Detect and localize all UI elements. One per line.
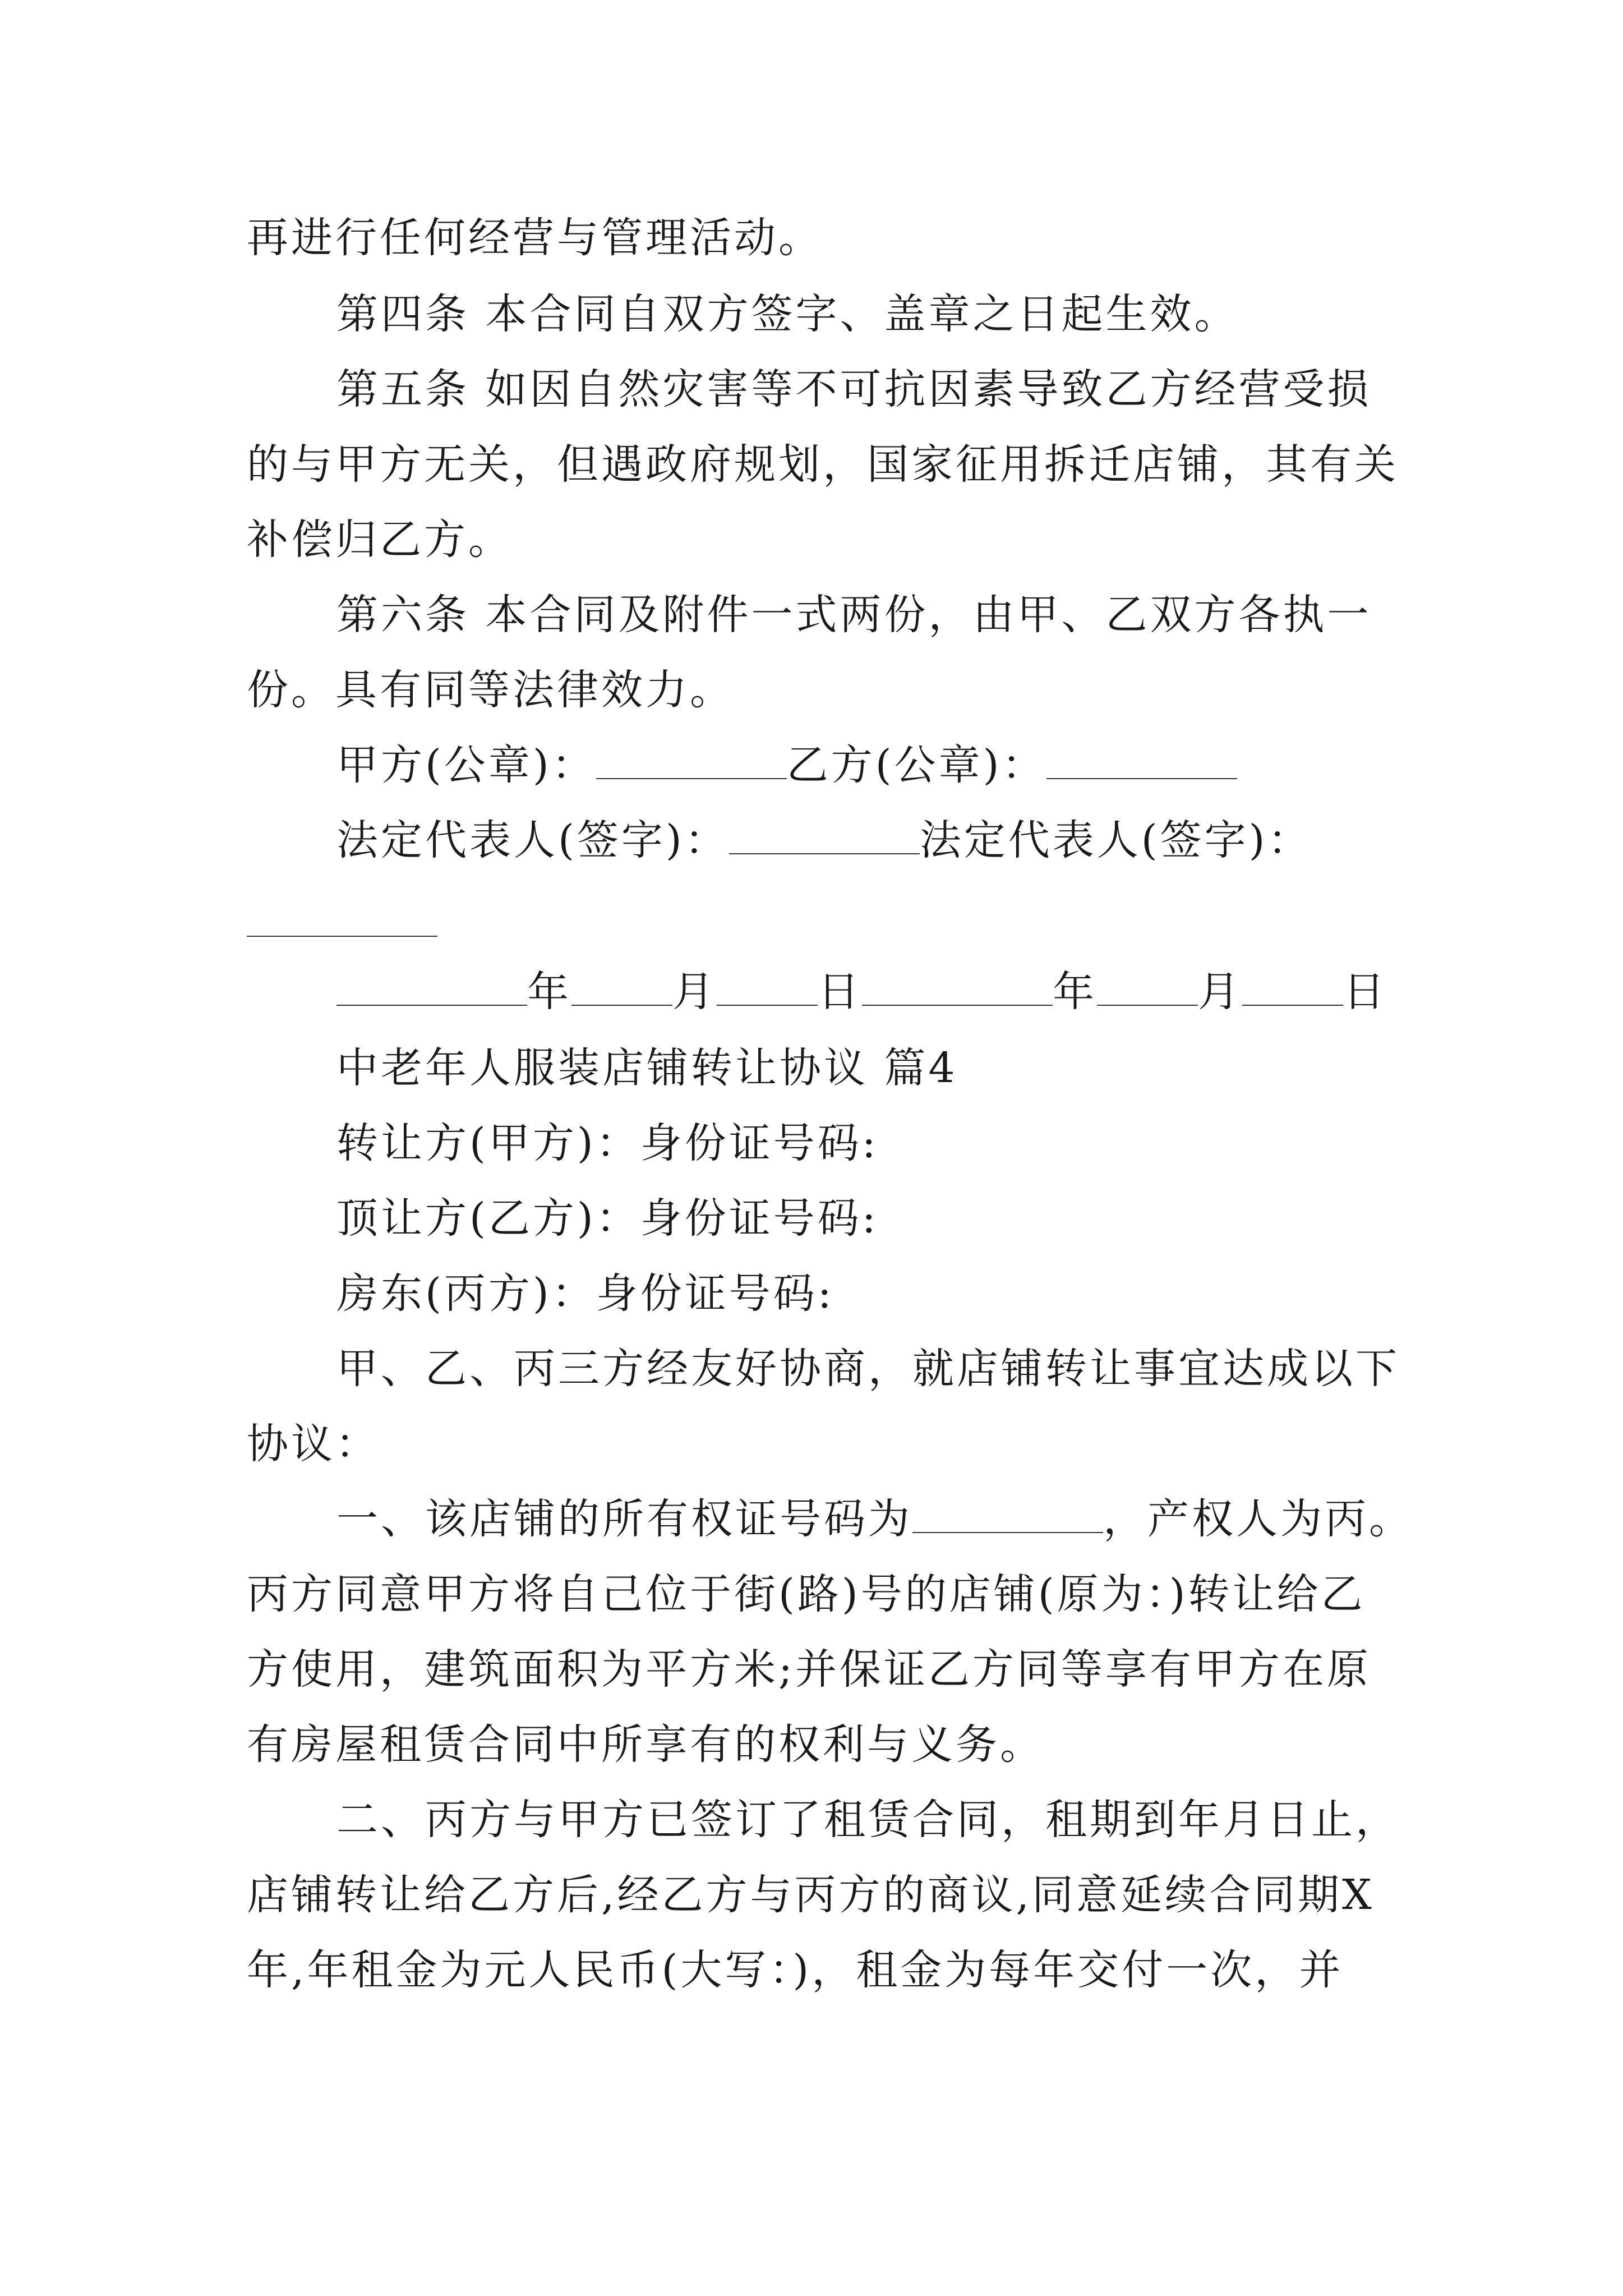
clause-2: 二、丙方与甲方已签订了租赁合同，租期到年月日止， (336, 1796, 1400, 1844)
text-line: 店铺转让给乙方后,经乙方与丙方的商议,同意延续合同期X (247, 1871, 1375, 1919)
seal-line (336, 738, 1237, 792)
article-5: 第五条 如因自然灾害等不可抗因素导致乙方经营受损 (336, 365, 1372, 413)
party-a-seal-label: 甲方(公章)： (336, 741, 596, 789)
month-label: 月 (672, 968, 717, 1016)
article-4: 第四条 本合同自双方签字、盖章之日起生效。 (336, 290, 1239, 338)
year-label: 年 (1053, 968, 1097, 1016)
month-blank (1097, 971, 1198, 1006)
year-blank (336, 971, 527, 1006)
day-label: 日 (1343, 968, 1387, 1016)
day-label: 日 (818, 968, 862, 1016)
party-a-seal-blank (596, 744, 787, 779)
transferor-line: 转让方(甲方)：身份证号码: (336, 1119, 879, 1167)
party-b-seal-label: 乙方(公章)： (786, 741, 1046, 789)
landlord-line: 房东(丙方)：身份证号码: (336, 1269, 834, 1318)
transferee-line: 顶让方(乙方)：身份证号码: (336, 1194, 879, 1243)
text-line: 再进行任何经营与管理活动。 (247, 214, 823, 262)
text-line: 的与甲方无关，但遇政府规划，国家征用拆迁店铺，其有关 (247, 440, 1399, 489)
clause-1 (336, 1492, 1413, 1546)
text-line: 方使用，建筑面积为平方米;并保证乙方同等享有甲方在原 (247, 1645, 1371, 1694)
party-a-signature-blank (729, 820, 920, 854)
article-6: 第六条 本合同及附件一式两份，由甲、乙双方各执一 (336, 591, 1372, 639)
section-title: 中老年人服装店铺转让协议 篇4 (336, 1044, 958, 1092)
party-b-seal-blank (1046, 744, 1237, 779)
party-b-signature-blank (247, 936, 437, 937)
clause-1-text: 一、该店铺的所有权证号码为 (336, 1495, 912, 1543)
clause-1-text-end: ，产权人为丙。 (1103, 1495, 1413, 1543)
party-a-representative-label: 法定代表人(签字)： (336, 816, 729, 864)
text-line: 丙方同意甲方将自己位于街(路)号的店铺(原为：)转让给乙 (247, 1570, 1366, 1618)
month-label: 月 (1198, 968, 1242, 1016)
text-line: 份。具有同等法律效力。 (247, 666, 734, 714)
month-blank (571, 971, 672, 1006)
text-line: 补偿归乙方。 (247, 516, 513, 564)
representative-line (336, 813, 1312, 867)
day-blank (1242, 971, 1343, 1006)
text-line: 协议： (247, 1420, 380, 1468)
date-line (336, 965, 1387, 1019)
certificate-number-blank (912, 1498, 1103, 1533)
text-line: 年,年租金为元人民币(大写：)，租金为每年交付一次，并 (247, 1946, 1344, 1994)
text-line: 有房屋租赁合同中所享有的权利与义务。 (247, 1720, 1044, 1769)
day-blank (717, 971, 818, 1006)
year-label: 年 (527, 968, 571, 1016)
year-blank (862, 971, 1053, 1006)
preamble: 甲、乙、丙三方经友好协商，就店铺转让事宜达成以下 (336, 1345, 1400, 1393)
party-b-representative-label: 法定代表人(签字)： (919, 816, 1312, 864)
